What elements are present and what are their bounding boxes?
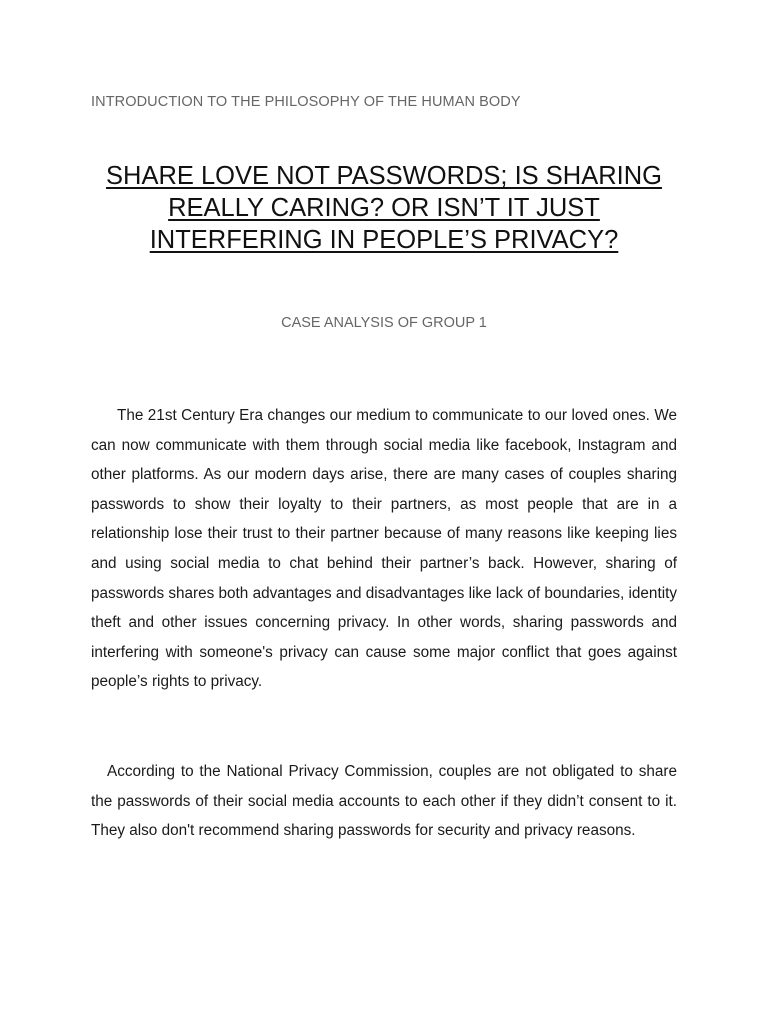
course-heading: INTRODUCTION TO THE PHILOSOPHY OF THE HUMAN BODY [91, 94, 521, 110]
body-paragraph-1: The 21st Century Era changes our medium to communicate to our loved ones. We can now communicate with them through social media like facebook, Instagram and other platforms. As our modern days arise, there are many cases of couples sharing passwords to show their loyalty to their partners, as most people that are in a relationship lose their trust to their partner because of many reasons like keeping lies and using social media to chat behind their partner’s back. However, sharing of passwords shares both advantages and disadvantages like lack of boundaries, identity theft and other issues concerning privacy. In other words, sharing passwords and interfering with someone's privacy can cause some major conflict that goes against people’s rights to privacy. [91, 407, 677, 691]
document-subtitle: CASE ANALYSIS OF GROUP 1 [281, 315, 487, 331]
title-line-3: INTERFERING IN PEOPLE’S PRIVACY? [149, 226, 619, 254]
title-line-2: REALLY CARING? OR ISN’T IT JUST [168, 194, 600, 222]
title-line-1: SHARE LOVE NOT PASSWORDS; IS SHARING [106, 162, 662, 190]
document-title [60, 160, 708, 256]
body-paragraph-2: According to the National Privacy Commission, couples are not obligated to share the passwords of their social media accounts to each other if they didn’t consent to it. They also don't recommend sharing passwords for security and privacy reasons. [91, 763, 677, 840]
